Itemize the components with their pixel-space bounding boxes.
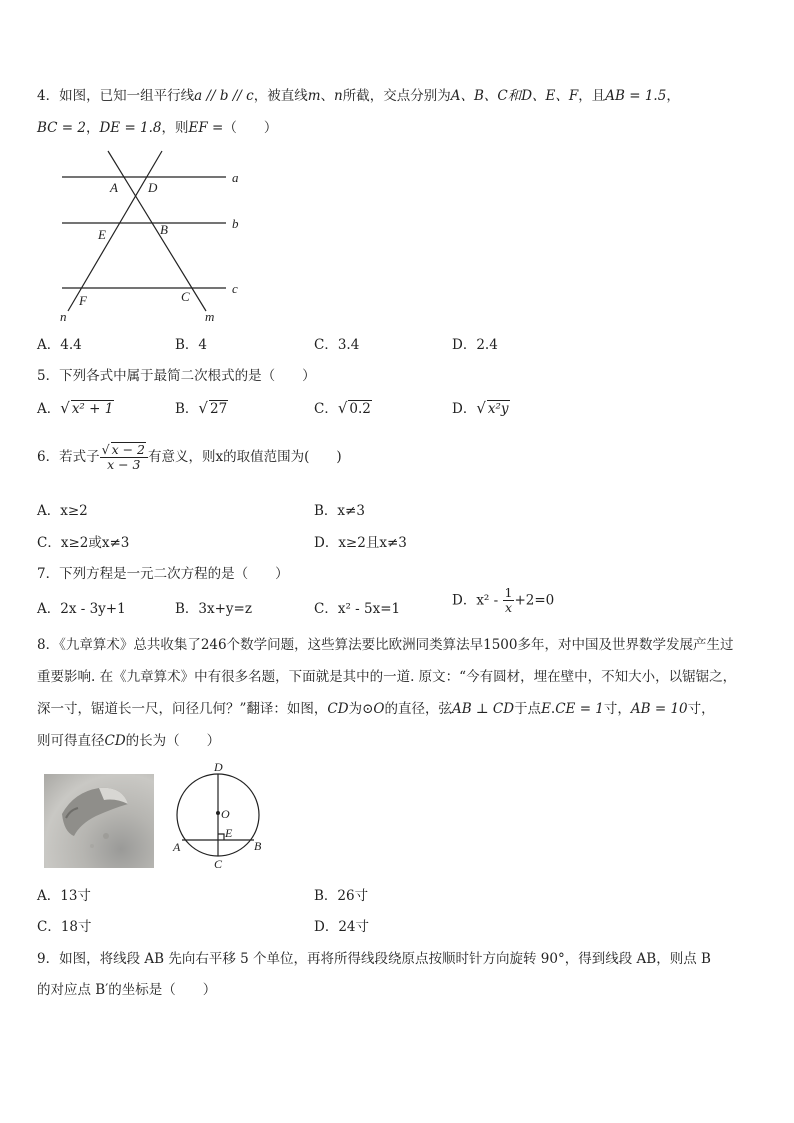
q4-paren: （ ） <box>223 120 278 136</box>
q4-points: A、B、C和D、E、F <box>450 88 579 104</box>
label-m: m <box>205 309 215 324</box>
q4-bc: BC = 2 <box>37 120 86 136</box>
q5-opt-value-d: x²y <box>487 401 509 417</box>
q8-ab-perp: AB ⊥ CD <box>451 701 515 717</box>
q4-n: n <box>334 88 343 104</box>
q8-line4a: 则可得直径 <box>37 733 105 749</box>
q8-line4 <box>37 729 220 749</box>
q5-opt-label-a: A． <box>37 401 61 417</box>
q8-ce: CE = 1 <box>555 701 604 717</box>
q8-line3a: 深一寸，锯道长一尺，问径几何？”翻译：如图， <box>37 701 328 717</box>
q5-opt-value-c: 0.2 <box>349 401 371 417</box>
label-O: O <box>221 807 230 821</box>
q8-ab10: AB = 10 <box>630 701 688 717</box>
log-in-wall-photo <box>44 774 154 868</box>
q4-sep1: 、 <box>320 88 335 104</box>
q6-post: 有意义，则x的取值范围为( ) <box>148 448 342 465</box>
q6-pre: 6．若式子 <box>37 448 100 465</box>
q4-ef: EF = <box>188 120 224 136</box>
q4-text2: ，被直线 <box>253 88 308 104</box>
q8-line3c: 的直径，弦 <box>384 701 452 717</box>
q8-option-a[interactable]: A．13寸 <box>37 888 91 904</box>
q8-cd: CD <box>327 701 349 717</box>
q5-opt-label-b: B． <box>175 401 199 417</box>
q8-line1: 8．《九章算术》总共收集了246个数学问题，这些算法要比欧洲同类算法早1500多年，对中国及世界数学发展产生过 <box>37 637 734 653</box>
q4-text4: ，且 <box>578 88 606 104</box>
q6-numerator <box>100 442 148 458</box>
q8-line3d: 于点 <box>514 701 542 717</box>
line-n <box>68 151 162 311</box>
q7-option-a[interactable]: A．2x - 3y+1 <box>37 601 126 617</box>
radical-sign-icon: √ <box>60 399 70 417</box>
q4-text5: ，则 <box>161 120 189 136</box>
q5-option-b[interactable] <box>175 397 228 417</box>
label-E: E <box>98 227 106 242</box>
q8-line4b: 的长为（ ） <box>125 733 221 749</box>
q5-option-a[interactable] <box>37 397 114 417</box>
q5-opt-value-a: x² + 1 <box>71 401 114 417</box>
q4-text3: 所截，交点分别为 <box>342 88 451 104</box>
center-point <box>216 811 220 815</box>
q7-option-c[interactable]: C．x² - 5x=1 <box>314 601 401 617</box>
line-m <box>108 151 206 311</box>
label-n: n <box>60 309 67 324</box>
q4-option-a[interactable]: A．4.4 <box>37 337 82 353</box>
q6-stem <box>37 442 342 473</box>
q5-opt-label-c: C． <box>314 401 338 417</box>
q8-line3f: 寸， <box>603 701 631 717</box>
q4-comma: ， <box>666 88 680 104</box>
q4-parallel: a // b // c <box>194 88 254 104</box>
radical-sign-icon: √ <box>101 442 110 457</box>
label-C: C <box>214 857 223 871</box>
q5-opt-label-d: D． <box>452 401 477 417</box>
q7-option-d[interactable] <box>452 586 554 616</box>
q6-fraction <box>100 442 148 473</box>
q4-stem-line1 <box>37 84 680 104</box>
label-A: A <box>173 840 181 854</box>
q8-option-d[interactable]: D．24寸 <box>314 919 370 935</box>
q4-option-b[interactable]: B．4 <box>175 337 208 353</box>
radical-sign-icon: √ <box>337 399 348 417</box>
q6-denominator: x − 3 <box>107 457 141 473</box>
label-D: D <box>148 180 158 195</box>
q6-option-b[interactable]: B．x≠3 <box>314 503 365 519</box>
radical-sign-icon: √ <box>476 399 486 417</box>
q4-ab: AB = 1.5 <box>605 88 667 104</box>
label-B: B <box>160 222 168 237</box>
label-E: E <box>225 826 233 840</box>
q8-line3e: . <box>550 701 556 717</box>
q8-line3 <box>37 697 715 717</box>
q9-line2: 的对应点 B′的坐标是（ ） <box>37 982 217 998</box>
label-B: B <box>254 839 262 853</box>
q9-line1: 9．如图，将线段 AB 先向右平移 5 个单位，再将所得线段绕原点按顺时针方向旋转 90°，得到线段 AB，则点 B <box>37 951 711 967</box>
q4-stem-line2 <box>37 116 277 136</box>
q8-point-e: E <box>541 701 551 717</box>
label-c: c <box>232 281 238 296</box>
q4-option-d[interactable]: D．2.4 <box>452 337 498 353</box>
q6-option-d[interactable]: D．x≥2且x≠3 <box>314 535 407 551</box>
label-F: F <box>79 293 87 308</box>
q7-optd-den: x <box>504 600 512 616</box>
q6-option-a[interactable]: A．x≥2 <box>37 503 88 519</box>
q6-option-c[interactable]: C．x≥2或x≠3 <box>37 535 130 551</box>
q8-option-b[interactable]: B．26寸 <box>314 888 369 904</box>
label-A: A <box>110 180 118 195</box>
q5-opt-value-b: 27 <box>209 401 228 417</box>
q7-optd-pre: D．x² - <box>452 592 499 609</box>
q7-stem: 7．下列方程是一元二次方程的是（ ） <box>37 566 289 582</box>
radical-sign-icon: √ <box>198 399 208 417</box>
q7-optd-num: 1 <box>504 585 513 600</box>
q4-option-c[interactable]: C．3.4 <box>314 337 360 353</box>
q7-option-b[interactable]: B．3x+y=z <box>175 601 252 617</box>
q4-parallel-lines-figure <box>50 145 260 330</box>
right-angle-mark <box>218 834 224 840</box>
q8-option-c[interactable]: C．18寸 <box>37 919 92 935</box>
q4-comma2: ， <box>85 120 100 136</box>
q8-line3b: 为 <box>348 701 363 717</box>
q8-circle: ⊙O <box>362 701 385 717</box>
log-photo-icon <box>44 774 154 868</box>
label-b: b <box>232 216 239 231</box>
q5-option-c[interactable] <box>314 397 372 417</box>
label-D: D <box>214 760 223 774</box>
q8-cd2: CD <box>104 733 126 749</box>
label-C: C <box>181 289 190 304</box>
q4-de: DE = 1.8 <box>99 120 162 136</box>
q4-text1: 4．如图，已知一组平行线 <box>37 88 195 104</box>
q5-stem: 5．下列各式中属于最简二次根式的是（ ） <box>37 368 316 384</box>
q6-num-value: x − 2 <box>111 442 145 457</box>
label-a: a <box>232 170 239 185</box>
q8-line3g: 寸， <box>687 701 715 717</box>
q7-optd-fraction <box>503 586 515 616</box>
q8-line2: 重要影响. 在《九章算术》中有很多名题，下面就是其中的一道. 原文：“今有圆材，埋在壁中，不知大小，以锯锯之， <box>37 669 737 685</box>
q4-m: m <box>307 88 321 104</box>
q7-optd-post: +2=0 <box>514 592 555 609</box>
q5-option-d[interactable] <box>452 397 510 417</box>
q8-circle-figure <box>170 760 270 872</box>
